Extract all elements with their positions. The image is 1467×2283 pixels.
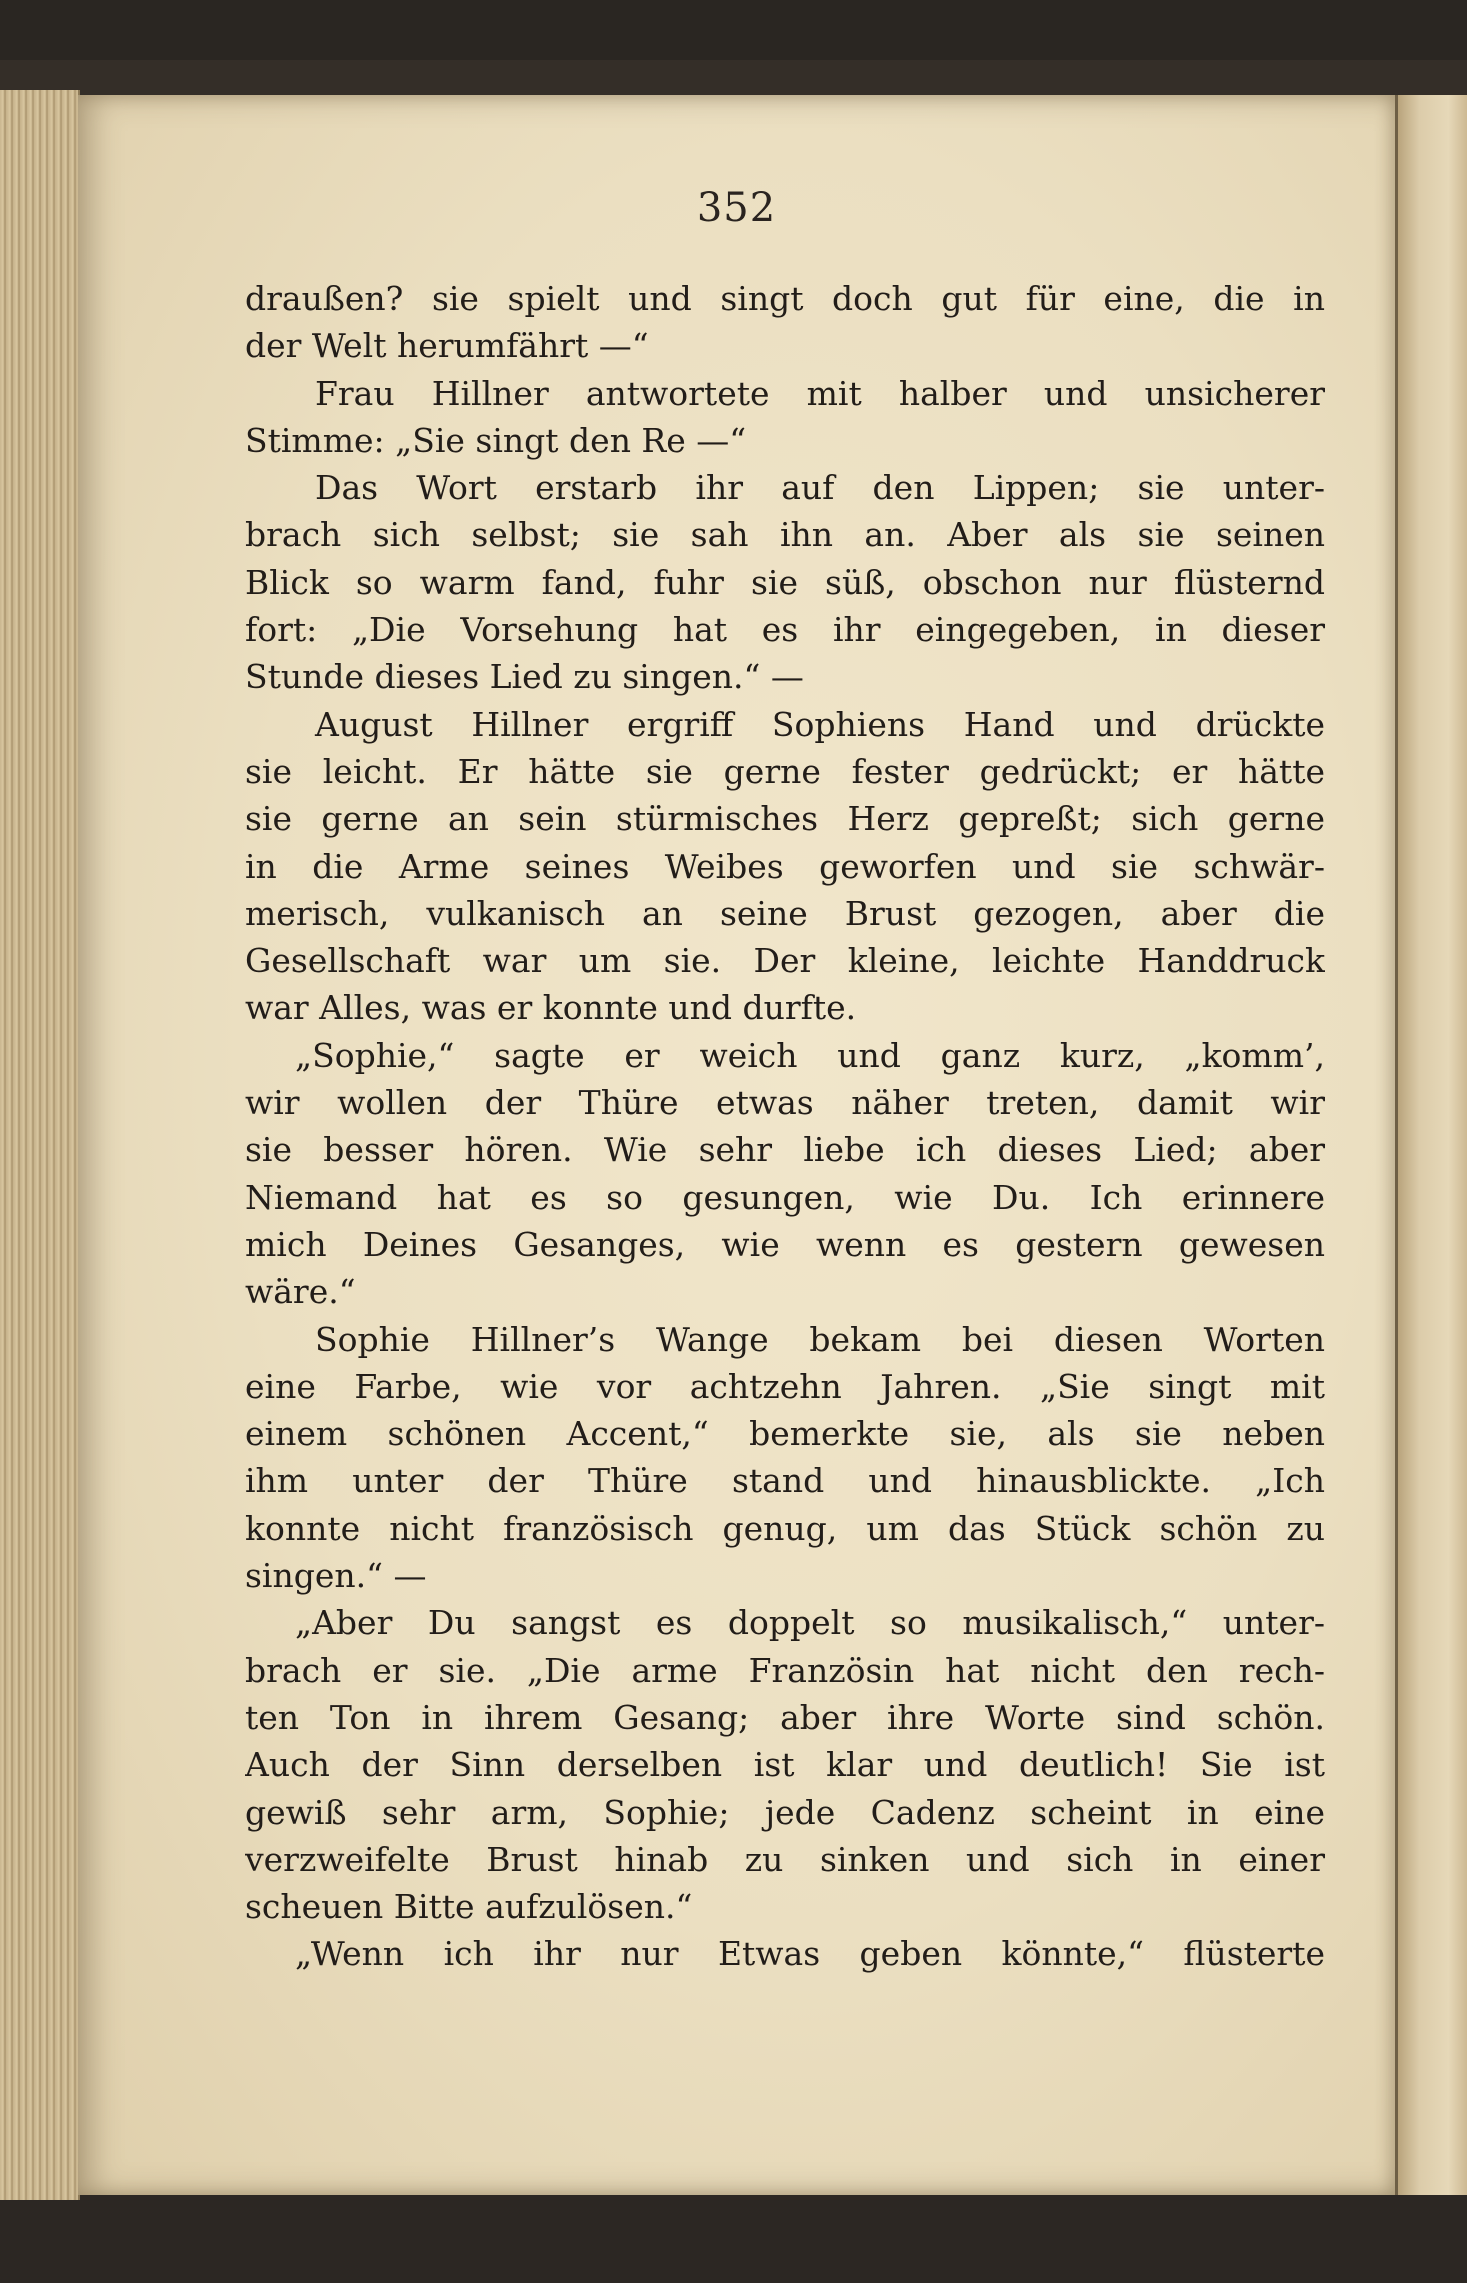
text-line: scheuen Bitte aufzulösen.“ xyxy=(245,1887,693,1927)
text-line: sie gerne an sein stürmisches Herz gepreßt; sich gerne xyxy=(245,799,1325,839)
text-line: Niemand hat es so gesungen, wie Du. Ich erinnere xyxy=(245,1177,1325,1217)
text-line: ten Ton in ihrem Gesang; aber ihre Worte sind schön. xyxy=(245,1697,1325,1737)
text-line: wir wollen der Thüre etwas näher treten, damit wir xyxy=(245,1083,1325,1123)
text-line: draußen? sie spielt und singt doch gut für eine, die in xyxy=(245,279,1325,318)
book-page xyxy=(78,95,1395,2195)
text-line: „Aber Du sangst es doppelt so musikalisch,“ unter- xyxy=(295,1603,1325,1643)
text-line: ihm unter der Thüre stand und hinausblickte. „Ich xyxy=(245,1461,1325,1501)
book-cover-bottom xyxy=(0,2190,1467,2283)
text-line: wäre.“ xyxy=(245,1272,356,1312)
text-line: August Hillner ergriff Sophiens Hand und drückte xyxy=(315,704,1325,744)
body-text xyxy=(245,275,1325,1978)
text-line: in die Arme seines Weibes geworfen und sie schwär- xyxy=(245,846,1325,886)
text-line: brach er sie. „Die arme Französin hat nicht den rech- xyxy=(245,1650,1325,1690)
page-number: 352 xyxy=(696,185,777,231)
text-line: eine Farbe, wie vor achtzehn Jahren. „Sie singt mit xyxy=(245,1366,1325,1406)
text-line: Gesellschaft war um sie. Der kleine, leichte Handdruck xyxy=(245,941,1325,981)
text-line: Stimme: „Sie singt den Re —“ xyxy=(245,420,747,460)
text-line: konnte nicht französisch genug, um das Stück schön zu xyxy=(245,1508,1325,1548)
text-line: einem schönen Accent,“ bemerkte sie, als sie neben xyxy=(245,1414,1325,1454)
text-line: „Sophie,“ sagte er weich und ganz kurz, „komm’, xyxy=(295,1035,1325,1075)
text-line: war Alles, was er konnte und durfte. xyxy=(245,988,857,1028)
text-line: merisch, vulkanisch an seine Brust gezogen, aber die xyxy=(245,893,1325,933)
text-line: Blick so warm fand, fuhr sie süß, obschon nur flüsternd xyxy=(245,562,1325,602)
text-line: brach sich selbst; sie sah ihn an. Aber als sie seinen xyxy=(245,515,1325,555)
text-line: Stunde dieses Lied zu singen.“ — xyxy=(245,657,804,697)
text-line: singen.“ — xyxy=(245,1556,427,1596)
text-line: verzweifelte Brust hinab zu sinken und sich in einer xyxy=(245,1839,1325,1879)
text-line: Auch der Sinn derselben ist klar und deutlich! Sie ist xyxy=(245,1745,1325,1785)
page-edges-right xyxy=(1395,95,1467,2195)
text-line: der Welt herumfährt —“ xyxy=(245,326,649,366)
page-edges-left xyxy=(0,90,80,2200)
text-line: mich Deines Gesanges, wie wenn es gestern gewesen xyxy=(245,1224,1325,1264)
text-line: sie leicht. Er hätte sie gerne fester gedrückt; er hätte xyxy=(245,751,1325,791)
text-line: Sophie Hillner’s Wange bekam bei diesen Worten xyxy=(315,1319,1325,1359)
book-cover-top xyxy=(0,60,1467,100)
text-line: fort: „Die Vorsehung hat es ihr eingegeben, in dieser xyxy=(245,610,1325,650)
text-line: „Wenn ich ihr nur Etwas geben könnte,“ flüsterte xyxy=(295,1934,1325,1974)
text-line: Das Wort erstarb ihr auf den Lippen; sie unter- xyxy=(315,468,1325,508)
text-line: gewiß sehr arm, Sophie; jede Cadenz scheint in eine xyxy=(245,1792,1325,1832)
text-line: Frau Hillner antwortete mit halber und unsicherer xyxy=(315,373,1325,413)
text-line: sie besser hören. Wie sehr liebe ich dieses Lied; aber xyxy=(245,1130,1325,1170)
